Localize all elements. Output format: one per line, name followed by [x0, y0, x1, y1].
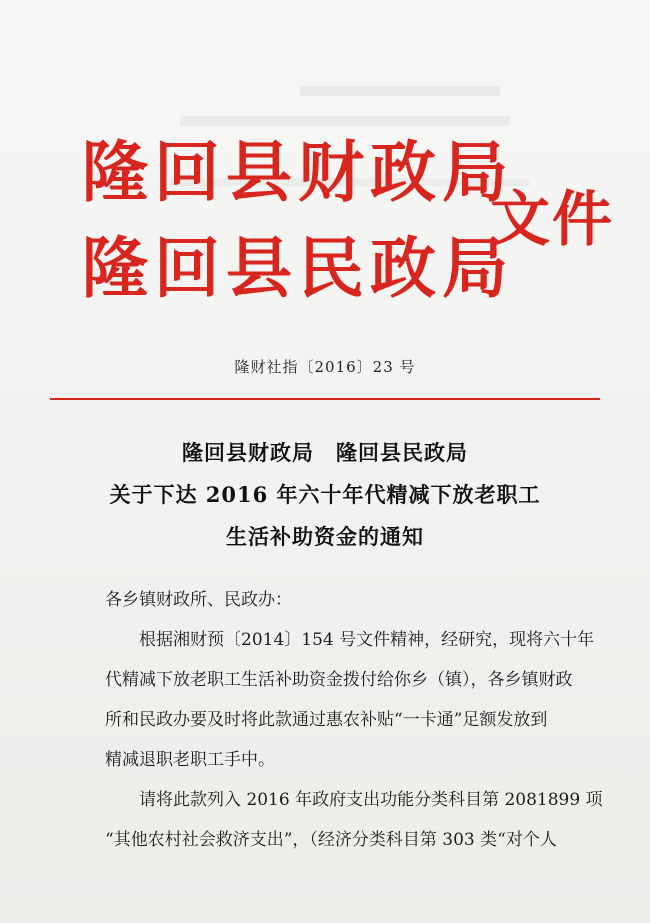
document-title [0, 432, 650, 558]
paragraph-line: “其他农村社会救济支出”，（经济分类科目第 303 类“对个人 [105, 830, 557, 850]
title-line: 关于下达 2016 年六十年代精减下放老职工 [109, 482, 541, 507]
paragraph-line: 精减退职老职工手中。 [105, 750, 275, 770]
issuer-line-civil-affairs-bureau: 隆回县民政局 [82, 230, 514, 307]
paragraph-line: 代精减下放老职工生活补助资金拨付给你乡（镇），各乡镇财政 [105, 670, 573, 690]
title-line: 隆回县财政局 隆回县民政局 [182, 440, 468, 465]
bleed-through-mark [180, 116, 510, 126]
red-divider-line [50, 398, 600, 400]
paragraph-line: 根据湘财预〔2014〕154 号文件精神，经研究，现将六十年 [139, 630, 595, 650]
document-header [82, 134, 614, 338]
salutation: 各乡镇财政所、民政办： [105, 590, 292, 610]
paragraph-1 [105, 620, 605, 780]
paragraph-line: 所和民政办要及时将此款通过惠农补贴“一卡通”足额发放到 [105, 710, 548, 730]
paragraph-line: 请将此款列入 2016 年政府支出功能分类科目第 2081899 项 [139, 790, 603, 810]
issuer-line-finance-bureau: 隆回县财政局 [82, 134, 514, 211]
document-number: 隆财社指〔2016〕23 号 [234, 358, 416, 376]
title-line: 生活补助资金的通知 [226, 524, 424, 549]
document-body [105, 580, 605, 860]
bleed-through-mark [300, 86, 500, 96]
paragraph-2 [105, 780, 605, 860]
document-type-label: 文件 [490, 185, 614, 255]
